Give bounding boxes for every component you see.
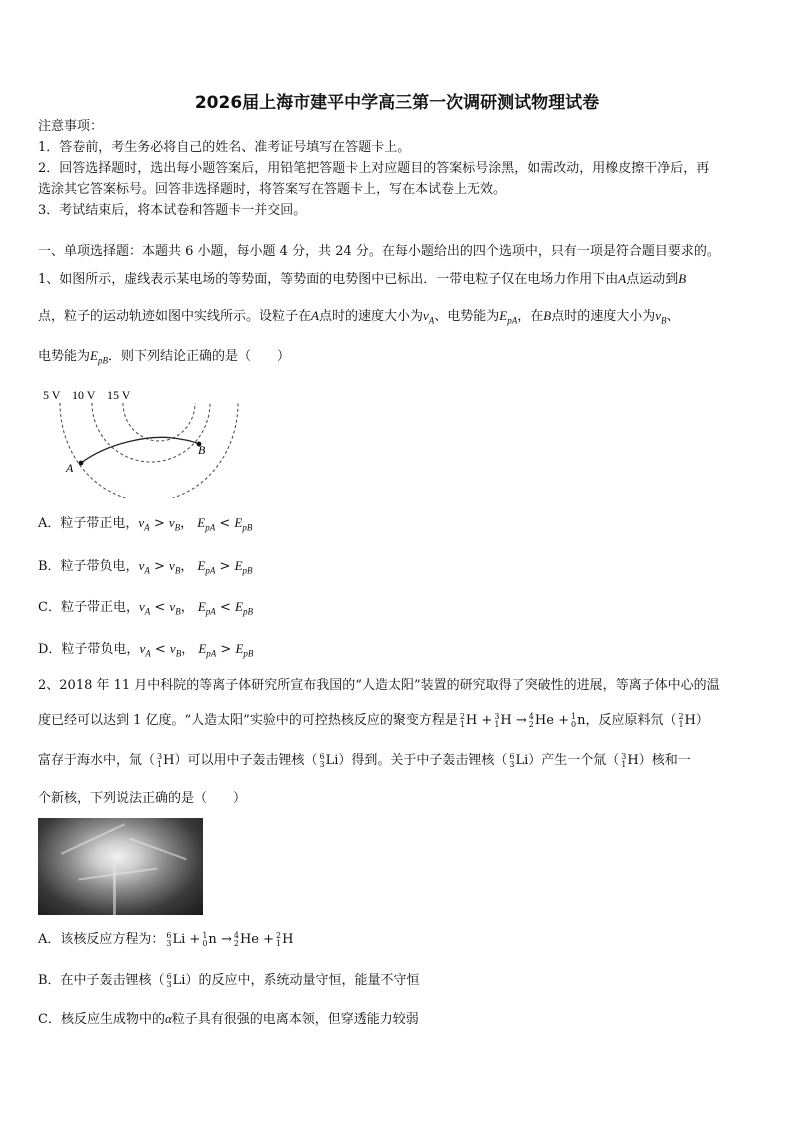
- point-b-label: B: [198, 443, 206, 457]
- notice-heading: 注意事项：: [38, 119, 104, 134]
- equipotential-figure: [38, 386, 248, 498]
- notice-item: 选涂其它答案标号。回答非选择题时，将答案写在答题卡上，写在本试卷上无效。: [38, 182, 507, 197]
- notice-item: 2．回答选择题时，选出每小题答案后，用铅笔把答题卡上对应题目的答案标号涂黑，如需改动，用橡皮擦干净后，再: [38, 161, 710, 176]
- q1-stem-line: 点，粒子的运动轨迹如图中实线所示。设粒子在A点时的速度大小为$v_A$、电势能为$E_{pA}$，在B点时的速度大小为$v_B$、: [38, 308, 680, 326]
- equipotential-line-middle: [92, 403, 210, 462]
- page-title: 2026届上海市建平中学高三第一次调研测试物理试卷: [194, 93, 600, 113]
- notice-item: 3．考试结束后，将本试卷和答题卡一并交回。: [38, 203, 307, 218]
- q2-stem-line: 富存于海水中，氚（ 3 1 H）可以用中子轰击锂核（ 6 3 Li）得到。关于中子轰击锂核（ 6 3 Li）产生一个氚（ 3 1 H）核和一: [38, 751, 691, 769]
- equipotential-line-inner: [123, 403, 195, 441]
- point-a: [79, 461, 84, 466]
- notice-item: 1．答卷前，考生务必将自己的姓名、准考证号填写在答题卡上。: [38, 140, 411, 155]
- potential-label-5v: 5 V: [43, 388, 61, 402]
- section-heading: 一、单项选择题：本题共 6 小题，每小题 4 分，共 24 分。在每小题给出的四个选项中，只有一项是符合题目要求的。: [38, 244, 720, 259]
- q2-option-b: B．在中子轰击锂核（ 6 3 Li）的反应中，系统动量守恒，能量不守恒: [38, 971, 420, 989]
- q1-option-d: D．粒子带负电，$v_A < v_B$， $E_{pA} > E_{pB}$: [38, 641, 254, 659]
- point-a-label: A: [66, 461, 74, 475]
- q1-option-c: C．粒子带正电，$v_A < v_B$， $E_{pA} < E_{pB}$: [38, 599, 253, 617]
- q2-stem-line: 2、2018 年 11 月中科院的等离子体研究所宣布我国的“人造太阳”装置的研究取得了突破性的进展，等离子体中心的温: [38, 678, 720, 693]
- potential-label-15v: 15 V: [107, 388, 131, 402]
- q1-option-a: A．粒子带正电，$v_A > v_B$， $E_{pA} < E_{pB}$: [38, 515, 253, 533]
- equipotential-line-outer: [60, 403, 238, 498]
- particle-trajectory: [81, 437, 199, 463]
- potential-label-10v: 10 V: [72, 388, 96, 402]
- q1-stem-line: 1、如图所示，虚线表示某电场的等势面，等势面的电势图中已标出．一带电粒子仅在电场力作用下由A点运动到B: [38, 271, 687, 287]
- q2-stem-line: 个新核，下列说法正确的是（ ）: [38, 791, 247, 806]
- q2-stem-line: 度已经可以达到 1 亿度。“人造太阳”实验中的可控热核反应的聚变方程是 2 1 H + 3 1 H → 4 2 He + 1 0 n，反应原料氘（ 2 1 H）: [38, 711, 709, 729]
- plasma-photo: [38, 818, 203, 915]
- q1-option-b: B．粒子带负电，$v_A > v_B$， $E_{pA} > E_{pB}$: [38, 558, 253, 576]
- q2-option-a: A．该核反应方程为： 6 3 Li + 1 0 n → 4 2 He + 2 1 H: [38, 930, 294, 948]
- q2-option-c: C．核反应生成物中的α粒子具有很强的电离本领，但穿透能力较弱: [38, 1011, 419, 1027]
- q1-stem-line: 电势能为$E_{pB}$．则下列结论正确的是（ ）: [38, 348, 290, 366]
